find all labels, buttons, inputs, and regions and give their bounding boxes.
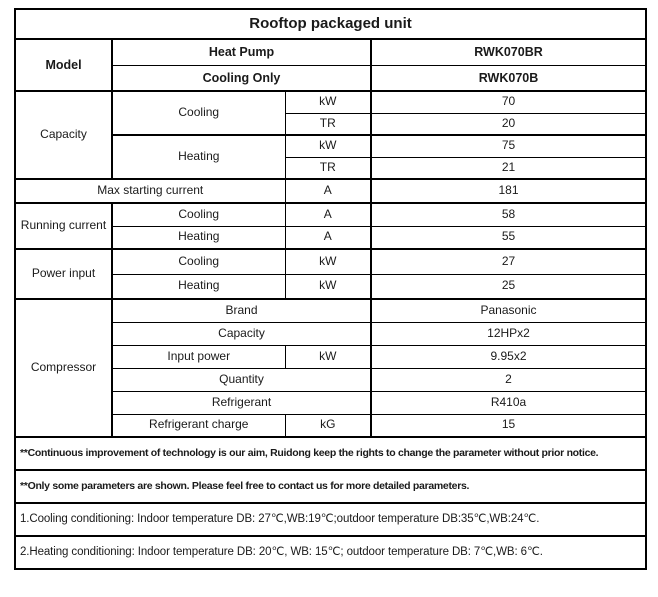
compressor-input-power-value: 9.95x2 (371, 345, 646, 368)
running-current-label: Running current (15, 203, 112, 249)
max-starting-current-row (15, 179, 646, 203)
compressor-brand-value: Panasonic (371, 299, 646, 322)
spec-table (14, 8, 647, 570)
max-starting-current-label: Max starting current (15, 179, 285, 203)
capacity-heating-kw-value: 75 (371, 135, 646, 157)
max-starting-current-value: 181 (371, 179, 646, 203)
compressor-refrigerant-charge-label: Refrigerant charge (112, 414, 285, 437)
power-input-heating-value: 25 (371, 274, 646, 299)
max-starting-current-unit: A (285, 179, 371, 203)
compressor-label: Compressor (15, 299, 112, 437)
power-input-cooling-row (15, 249, 646, 274)
condition-row (15, 536, 646, 569)
model-heat-pump-row (15, 39, 646, 65)
condition-row (15, 503, 646, 536)
model-type-heat-pump: Heat Pump (112, 39, 371, 65)
model-value-cooling-only: RWK070B (371, 65, 646, 91)
title-row (15, 9, 646, 39)
footnote-row (15, 437, 646, 470)
footnote-improvement: **Continuous improvement of technology is our aim, Ruidong keep the rights to change the parameter without prior notice. (15, 437, 646, 470)
footnote-row (15, 470, 646, 503)
power-input-heating-unit: kW (285, 274, 371, 299)
compressor-brand-label: Brand (112, 299, 371, 322)
model-value-heat-pump: RWK070BR (371, 39, 646, 65)
capacity-cooling-tr-unit: TR (285, 113, 371, 135)
capacity-cooling-label: Cooling (112, 91, 285, 135)
running-current-cooling-label: Cooling (112, 203, 285, 226)
power-input-label: Power input (15, 249, 112, 299)
capacity-heating-kw-unit: kW (285, 135, 371, 157)
capacity-cooling-kw-value: 70 (371, 91, 646, 113)
power-input-heating-label: Heating (112, 274, 285, 299)
compressor-refrigerant-value: R410a (371, 391, 646, 414)
compressor-input-power-unit: kW (285, 345, 371, 368)
compressor-input-power-label: Input power (112, 345, 285, 368)
model-type-cooling-only: Cooling Only (112, 65, 371, 91)
model-label: Model (15, 39, 112, 91)
power-input-cooling-label: Cooling (112, 249, 285, 274)
compressor-brand-row (15, 299, 646, 322)
page-title: Rooftop packaged unit (15, 9, 646, 39)
footnote-parameters: **Only some parameters are shown. Please feel free to contact us for more detailed parameters. (15, 470, 646, 503)
capacity-heating-tr-unit: TR (285, 157, 371, 179)
compressor-capacity-value: 12HPx2 (371, 322, 646, 345)
compressor-capacity-label: Capacity (112, 322, 371, 345)
cooling-condition-note: 1.Cooling conditioning: Indoor temperature DB: 27℃,WB:19℃;outdoor temperature DB:35℃,WB:24℃. (15, 503, 646, 536)
running-current-heating-label: Heating (112, 226, 285, 249)
capacity-heating-tr-value: 21 (371, 157, 646, 179)
compressor-refrigerant-label: Refrigerant (112, 391, 371, 414)
capacity-label: Capacity (15, 91, 112, 179)
capacity-cooling-kw-unit: kW (285, 91, 371, 113)
compressor-refrigerant-charge-unit: kG (285, 414, 371, 437)
capacity-cooling-tr-value: 20 (371, 113, 646, 135)
running-current-cooling-value: 58 (371, 203, 646, 226)
compressor-refrigerant-charge-value: 15 (371, 414, 646, 437)
running-current-heating-unit: A (285, 226, 371, 249)
capacity-cooling-kw-row (15, 91, 646, 113)
compressor-quantity-label: Quantity (112, 368, 371, 391)
power-input-cooling-unit: kW (285, 249, 371, 274)
compressor-quantity-value: 2 (371, 368, 646, 391)
running-current-cooling-row (15, 203, 646, 226)
capacity-heating-label: Heating (112, 135, 285, 179)
running-current-heating-value: 55 (371, 226, 646, 249)
running-current-cooling-unit: A (285, 203, 371, 226)
heating-condition-note: 2.Heating conditioning: Indoor temperature DB: 20℃, WB: 15℃; outdoor temperature DB: 7℃,WB: 6℃. (15, 536, 646, 569)
power-input-cooling-value: 27 (371, 249, 646, 274)
